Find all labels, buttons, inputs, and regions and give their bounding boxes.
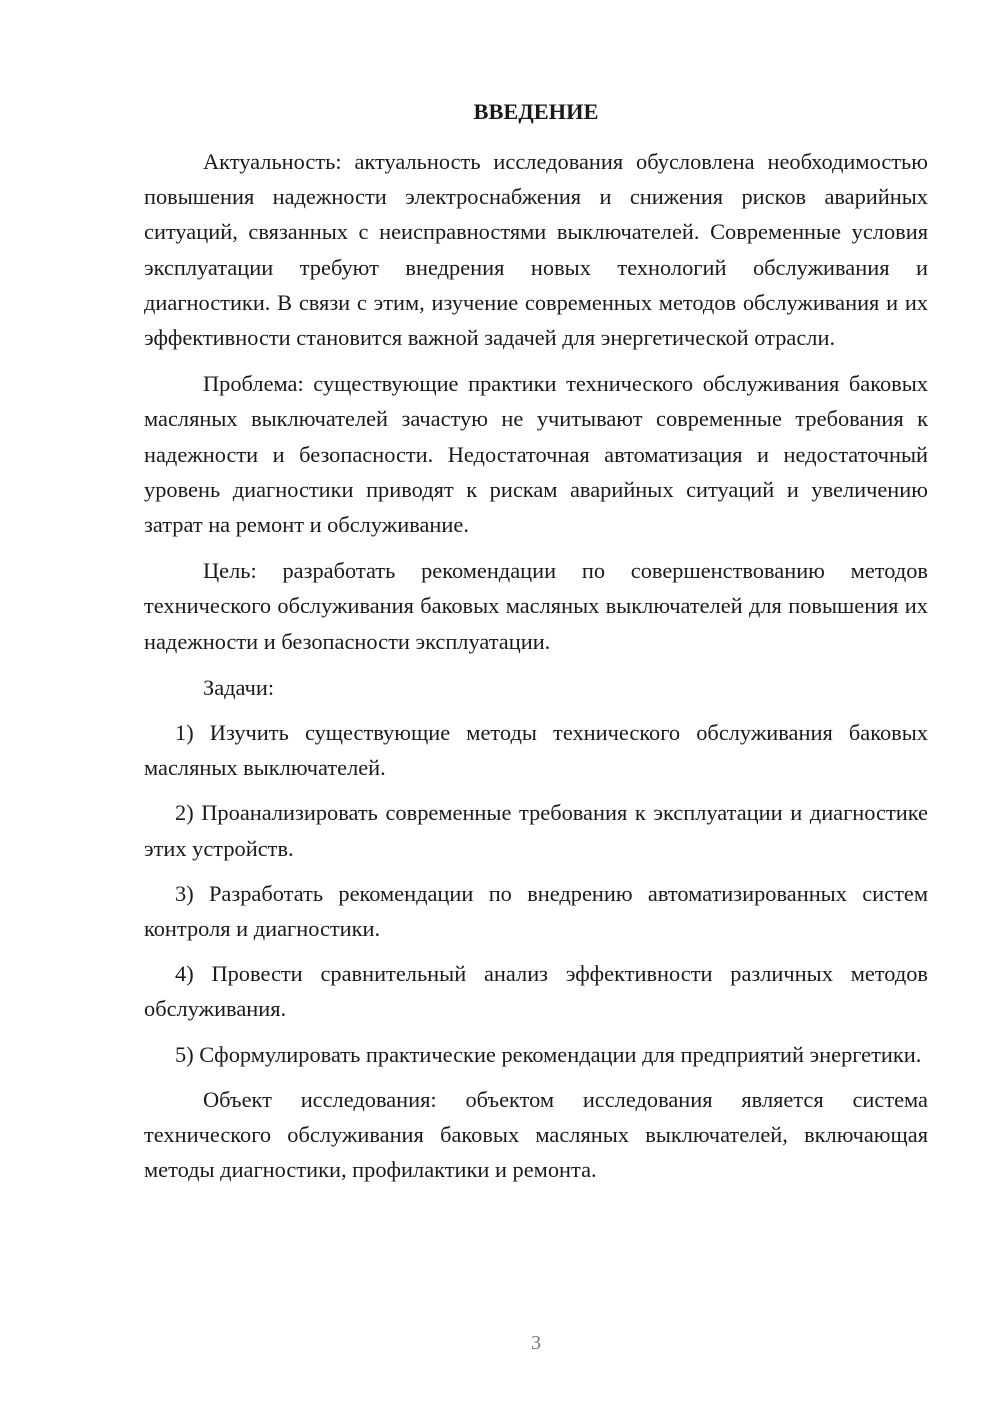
task-item-4: 4) Провести сравнительный анализ эффективности различных методов обслуживания. bbox=[144, 961, 928, 1022]
paragraph-relevance: Актуальность: актуальность исследования обусловлена необходимостью повышения надежности электроснабжения и снижения рисков аварийных ситуаций, связанных с неисправностями выключателей. Современные условия эксплуатации требуют внедрения новых технологий обслуживания и диагностики. В связи с этим, изучение современных методов обслуживания и их эффективности становится важной задачей для энергетической отрасли. bbox=[144, 149, 928, 351]
task-item-2: 2) Проанализировать современные требования к эксплуатации и диагностике этих устройств. bbox=[144, 800, 928, 861]
paragraph-goal: Цель: разработать рекомендации по совершенствованию методов технического обслуживания баковых масляных выключателей для повышения их надежности и безопасности эксплуатации. bbox=[144, 558, 928, 654]
section-title: ВВЕДЕНИЕ bbox=[473, 99, 599, 124]
task-item-3: 3) Разработать рекомендации по внедрению автоматизированных систем контроля и диагностики. bbox=[144, 880, 928, 942]
task-item-1: 1) Изучить существующие методы технического обслуживания баковых масляных выключателей. bbox=[144, 720, 928, 781]
paragraph-problem: Проблема: существующие практики технического обслуживания баковых масляных выключателей зачастую не учитывают современные требования к надежности и безопасности. Недостаточная автоматизация и недостаточный уровень диагностики приводят к рискам аварийных ситуаций и увеличению затрат на ремонт и обслуживание. bbox=[144, 371, 928, 538]
tasks-heading: Задачи: bbox=[203, 674, 275, 700]
page-number: 3 bbox=[531, 1332, 541, 1354]
paragraph-object: Объект исследования: объектом исследования является система технического обслуживания баковых масляных выключателей, включающая методы диагностики, профилактики и ремонта. bbox=[144, 1086, 928, 1183]
page-content bbox=[144, 94, 928, 1198]
task-item-5: 5) Сформулировать практические рекомендации для предприятий энергетики. bbox=[175, 1041, 922, 1067]
